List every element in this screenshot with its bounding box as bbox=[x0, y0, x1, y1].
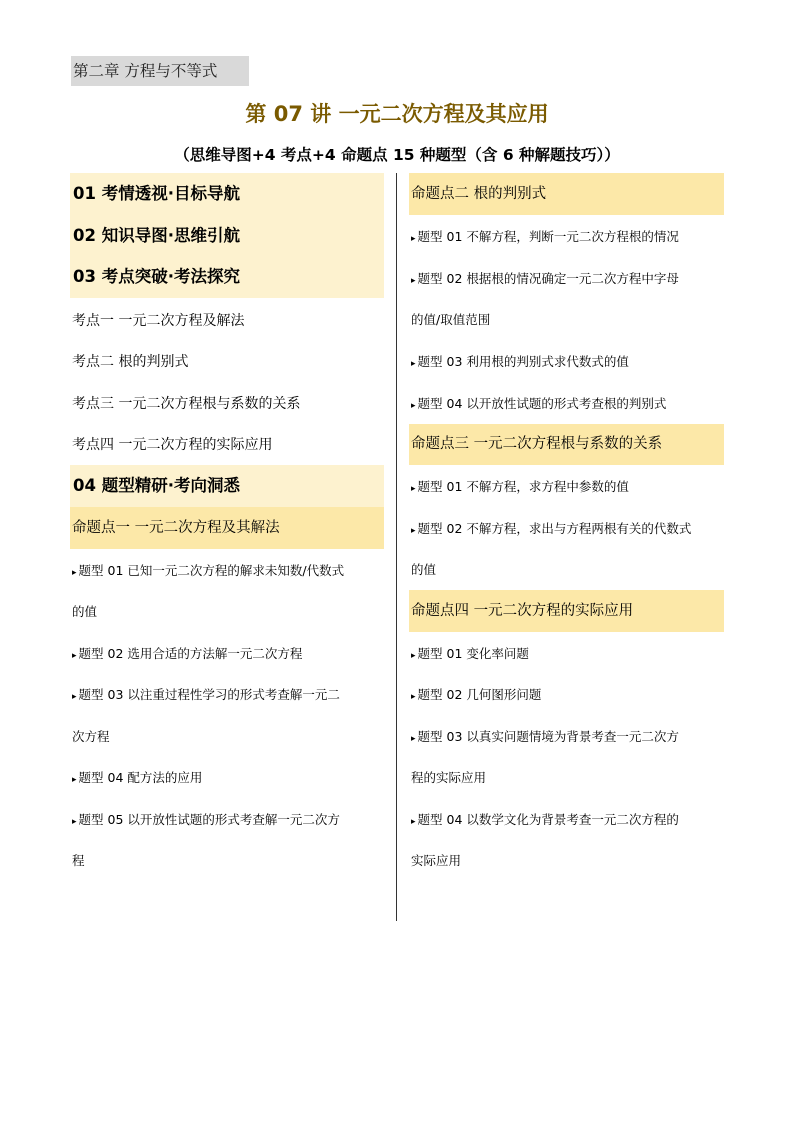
tixing-1-1-cont: 的值 bbox=[72, 604, 98, 619]
tixing-4-1[interactable] bbox=[409, 644, 724, 666]
bullet-icon: ▸ bbox=[72, 692, 77, 702]
bullet-icon: ▸ bbox=[411, 692, 416, 702]
bullet-icon: ▸ bbox=[72, 817, 77, 827]
tixing-1-5[interactable] bbox=[70, 810, 384, 832]
bullet-icon: ▸ bbox=[411, 651, 416, 661]
tixing-text: 题型 03 以真实问题情境为背景考查一元二次方 bbox=[417, 729, 679, 744]
mingti-3-title[interactable]: 命题点三 一元二次方程根与系数的关系 bbox=[409, 424, 724, 465]
section-01[interactable]: 01 考情透视·目标导航 bbox=[70, 173, 384, 215]
bullet-icon: ▸ bbox=[72, 775, 77, 785]
tixing-text: 题型 05 以开放性试题的形式考查解一元二次方 bbox=[78, 812, 340, 827]
tixing-4-2[interactable] bbox=[409, 685, 724, 707]
bullet-icon: ▸ bbox=[411, 359, 416, 369]
bullet-icon: ▸ bbox=[72, 651, 77, 661]
tixing-3-1[interactable] bbox=[409, 477, 724, 499]
page-subtitle: （思维导图+4 考点+4 命题点 15 种题型（含 6 种解题技巧）） bbox=[174, 146, 620, 164]
kaodian-4[interactable]: 考点四 一元二次方程的实际应用 bbox=[72, 437, 273, 453]
tixing-text: 题型 04 以数学文化为背景考查一元二次方程的 bbox=[417, 812, 679, 827]
tixing-text: 题型 02 选用合适的方法解一元二次方程 bbox=[78, 646, 303, 661]
bullet-icon: ▸ bbox=[411, 276, 416, 286]
tixing-1-3[interactable] bbox=[70, 685, 384, 707]
tixing-1-3-cont: 次方程 bbox=[72, 729, 110, 744]
bullet-icon: ▸ bbox=[411, 484, 416, 494]
kaodian-2[interactable]: 考点二 根的判别式 bbox=[72, 354, 189, 370]
tixing-1-4[interactable] bbox=[70, 768, 384, 790]
tixing-3-2[interactable] bbox=[409, 519, 724, 541]
tixing-1-1[interactable] bbox=[70, 561, 384, 583]
tixing-4-3[interactable] bbox=[409, 727, 724, 749]
kaodian-1[interactable]: 考点一 一元二次方程及解法 bbox=[72, 313, 245, 329]
tixing-text: 题型 01 不解方程，求方程中参数的值 bbox=[417, 479, 629, 494]
bullet-icon: ▸ bbox=[411, 401, 416, 411]
tixing-text: 题型 01 变化率问题 bbox=[417, 646, 529, 661]
section-03[interactable]: 03 考点突破·考法探究 bbox=[70, 256, 384, 298]
kaodian-3[interactable]: 考点三 一元二次方程根与系数的关系 bbox=[72, 396, 301, 412]
tixing-4-4-cont: 实际应用 bbox=[411, 853, 462, 868]
tixing-text: 题型 01 已知一元二次方程的解求未知数/代数式 bbox=[78, 563, 345, 578]
tixing-text: 题型 02 不解方程，求出与方程两根有关的代数式 bbox=[417, 521, 692, 536]
tixing-2-1[interactable] bbox=[409, 227, 724, 249]
bullet-icon: ▸ bbox=[411, 817, 416, 827]
tixing-3-2-cont: 的值 bbox=[411, 562, 437, 577]
tixing-text: 题型 03 以注重过程性学习的形式考查解一元二 bbox=[78, 687, 340, 702]
tixing-text: 题型 04 以开放性试题的形式考查根的判别式 bbox=[417, 396, 667, 411]
tixing-text: 题型 02 几何图形问题 bbox=[417, 687, 542, 702]
tixing-1-2[interactable] bbox=[70, 644, 384, 666]
tixing-text: 题型 04 配方法的应用 bbox=[78, 770, 203, 785]
mingti-2-title[interactable]: 命题点二 根的判别式 bbox=[409, 173, 724, 215]
section-04[interactable]: 04 题型精研·考向洞悉 bbox=[70, 465, 384, 507]
mingti-1-title[interactable]: 命题点一 一元二次方程及其解法 bbox=[70, 507, 384, 549]
chapter-label: 第二章 方程与不等式 bbox=[71, 56, 249, 86]
tixing-1-5-cont: 程 bbox=[72, 853, 85, 868]
tixing-text: 题型 01 不解方程，判断一元二次方程根的情况 bbox=[417, 229, 679, 244]
tixing-text: 题型 02 根据根的情况确定一元二次方程中字母 bbox=[417, 271, 679, 286]
bullet-icon: ▸ bbox=[411, 734, 416, 744]
bullet-icon: ▸ bbox=[411, 234, 416, 244]
tixing-2-3[interactable] bbox=[409, 352, 724, 374]
bullet-icon: ▸ bbox=[411, 526, 416, 536]
column-divider bbox=[396, 173, 397, 921]
section-02[interactable]: 02 知识导图·思维引航 bbox=[70, 215, 384, 256]
page-title: 第 07 讲 一元二次方程及其应用 bbox=[245, 102, 549, 126]
tixing-4-3-cont: 程的实际应用 bbox=[411, 770, 487, 785]
tixing-text: 题型 03 利用根的判别式求代数式的值 bbox=[417, 354, 629, 369]
bullet-icon: ▸ bbox=[72, 568, 77, 578]
tixing-2-4[interactable] bbox=[409, 394, 724, 416]
tixing-2-2[interactable] bbox=[409, 269, 724, 291]
mingti-4-title[interactable]: 命题点四 一元二次方程的实际应用 bbox=[409, 590, 724, 632]
tixing-2-2-cont: 的值/取值范围 bbox=[411, 312, 491, 327]
tixing-4-4[interactable] bbox=[409, 810, 724, 832]
